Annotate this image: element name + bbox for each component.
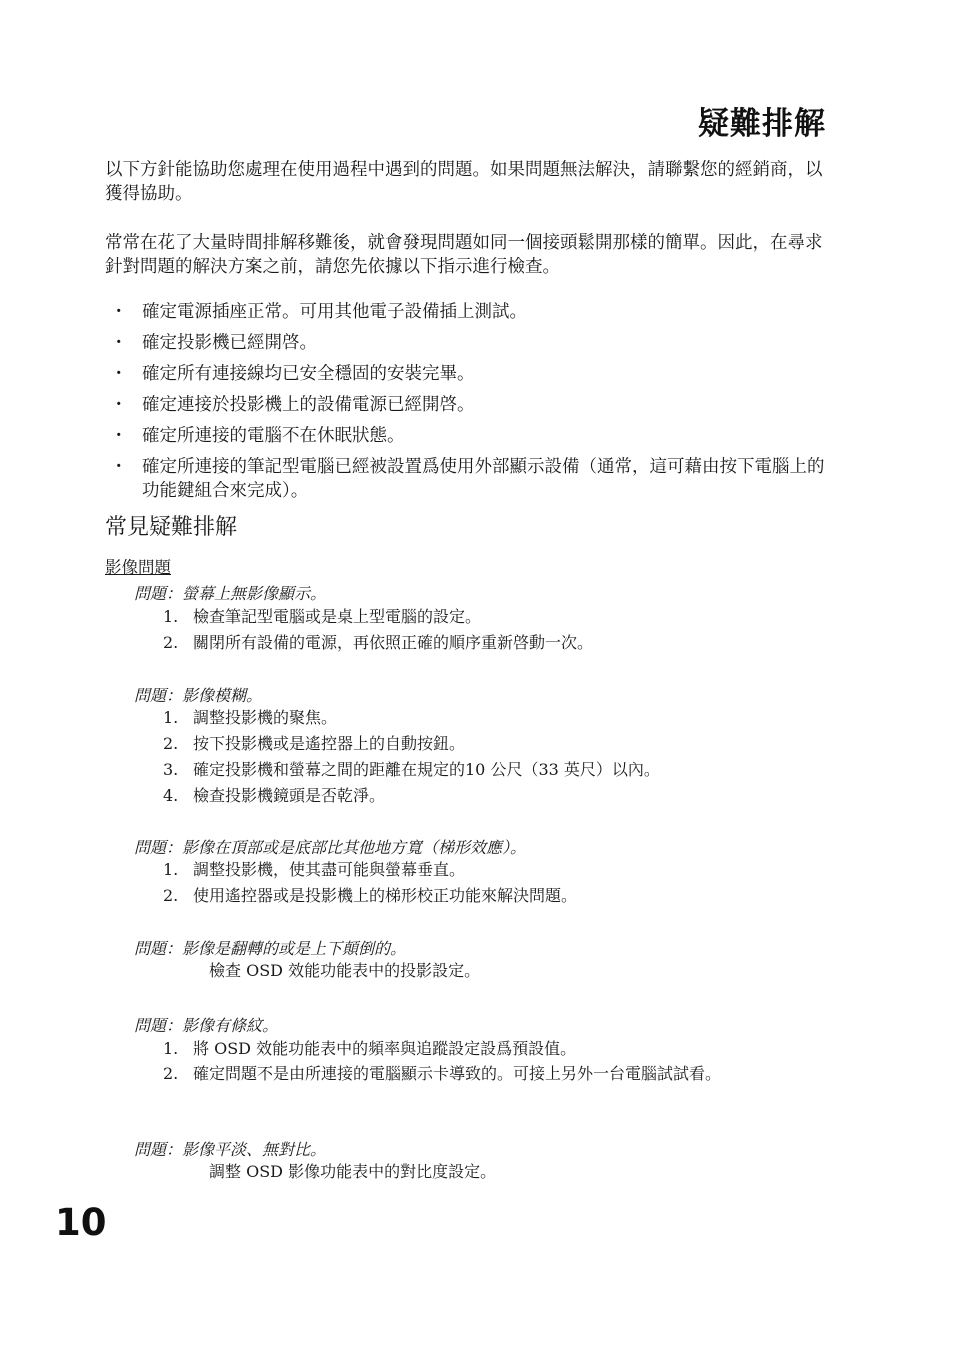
- page-title: 疑難排解: [698, 106, 826, 142]
- checklist-item: ・ 確定所連接的電腦不在休眠狀態。: [110, 426, 405, 446]
- bullet-icon: ・: [110, 333, 128, 353]
- bullet-icon: ・: [110, 457, 128, 477]
- solution-steps: [160, 857, 840, 909]
- solution-text: 調整 OSD 影像功能表中的對比度設定。: [209, 1162, 497, 1181]
- checklist-item: ・ 確定電源插座正常。可用其他電子設備插上測試。: [110, 302, 527, 322]
- checklist: [105, 300, 825, 503]
- bullet-icon: ・: [110, 426, 128, 446]
- problem-question: 問題：影像有條紋。: [134, 1016, 279, 1035]
- bullet-icon: ・: [110, 395, 128, 415]
- problem-question: 問題：影像在頂部或是底部比其他地方寬（梯形效應）。: [134, 838, 527, 857]
- checklist-item: ・ 確定連接於投影機上的設備電源已經開啓。: [110, 395, 475, 415]
- page-number: 10: [55, 1201, 107, 1244]
- solution-step: 2. 使用遙控器或是投影機上的梯形校正功能來解決問題。: [163, 886, 578, 905]
- problem-question: 問題：螢幕上無影像顯示。: [134, 584, 327, 603]
- solution-step: 2. 關閉所有設備的電源，再依照正確的順序重新啓動一次。: [163, 633, 594, 652]
- solution-step: 3. 確定投影機和螢幕之間的距離在規定的10 公尺（33 英尺）以內。: [163, 760, 660, 779]
- checklist-item: ・ 確定投影機已經開啓。: [110, 333, 317, 353]
- intro-paragraph: 常常在花了大量時間排解移難後，就會發現問題如同一個接頭鬆開那樣的簡單。因此，在尋求針對問題的解決方案之前，請您先依據以下指示進行檢查。: [105, 233, 823, 277]
- solution-step: 4. 檢查投影機鏡頭是否乾淨。: [163, 786, 386, 805]
- solution-steps: [160, 705, 840, 809]
- solution-step: 1. 檢查筆記型電腦或是桌上型電腦的設定。: [163, 607, 482, 626]
- solution-step: 2. 按下投影機或是遙控器上的自動按鈕。: [163, 734, 466, 753]
- solution-steps: [160, 1036, 840, 1086]
- bullet-icon: ・: [110, 364, 128, 384]
- problem-question: 問題：影像平淡、無對比。: [134, 1140, 327, 1159]
- solution-text: 檢查 OSD 效能功能表中的投影設定。: [209, 961, 481, 980]
- problem-question: 問題：影像模糊。: [134, 686, 263, 705]
- solution-step: 1. 調整投影機，使其盡可能與螢幕垂直。: [163, 860, 466, 879]
- solution-step: 1. 調整投影機的聚焦。: [163, 708, 338, 727]
- subsection-title: 影像問題: [105, 558, 171, 577]
- solution-steps: [160, 604, 840, 656]
- section-title: 常見疑難排解: [105, 515, 238, 540]
- bullet-icon: ・: [110, 302, 128, 322]
- checklist-item: ・ 確定所連接的筆記型電腦已經被設置爲使用外部顯示設備（通常，這可藉由按下電腦上的功能鍵組合來完成）。: [110, 457, 825, 501]
- intro-paragraph: 以下方針能協助您處理在使用過程中遇到的問題。如果問題無法解決，請聯繫您的經銷商，以獲得協助。: [105, 160, 823, 204]
- problem-question: 問題：影像是翻轉的或是上下顛倒的。: [134, 939, 407, 958]
- checklist-item: ・ 確定所有連接線均已安全穩固的安裝完畢。: [110, 364, 475, 384]
- solution-step: 1. 將 OSD 效能功能表中的頻率與追蹤設定設爲預設值。: [163, 1039, 577, 1058]
- solution-step: 2. 確定問題不是由所連接的電腦顯示卡導致的。可接上另外一台電腦試試看。: [163, 1064, 722, 1083]
